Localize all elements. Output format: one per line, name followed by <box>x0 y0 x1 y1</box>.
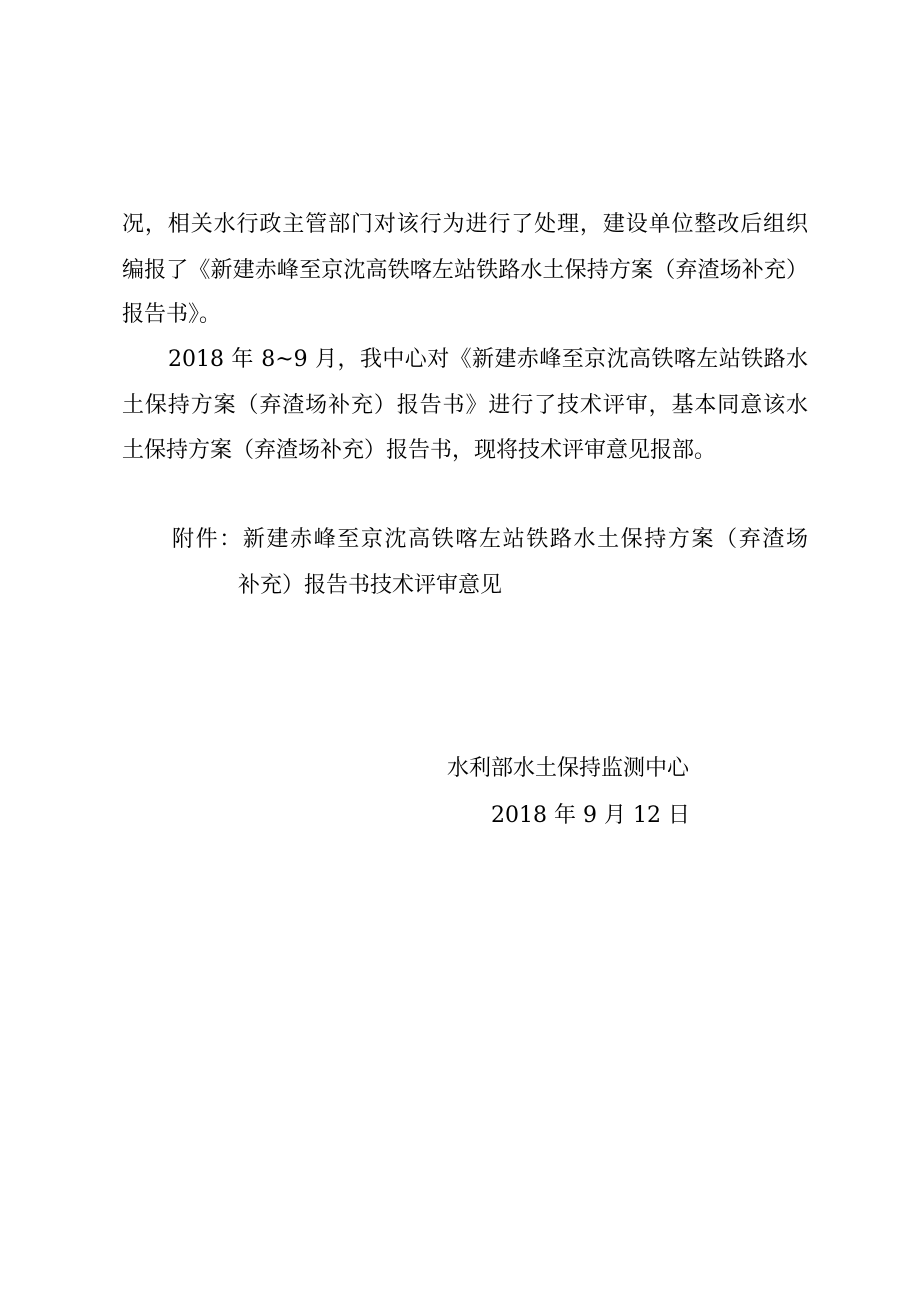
signature-date: 2018 年 9 月 12 日 <box>491 803 690 828</box>
paragraph-2-line-3: 土保持方案（弃渣场补充）报告书，现将技术评审意见报部。 <box>122 438 717 463</box>
attachment-line-2: 补充）报告书技术评审意见 <box>238 573 503 598</box>
signature-organization: 水利部水土保持监测中心 <box>447 756 690 781</box>
paragraph-1-line-1: 况，相关水行政主管部门对该行为进行了处理，建设单位整改后组织 <box>122 212 808 237</box>
paragraph-2-line-2: 土保持方案（弃渣场补充）报告书》进行了技术评审，基本同意该水 <box>122 393 808 418</box>
paragraph-2-line-1: 2018 年 8~9 月，我中心对《新建赤峰至京沈高铁喀左站铁路水 <box>168 347 808 372</box>
attachment-line-1: 附件：新建赤峰至京沈高铁喀左站铁路水土保持方案（弃渣场 <box>172 527 808 552</box>
paragraph-1-line-2: 编报了《新建赤峰至京沈高铁喀左站铁路水土保持方案（弃渣场补充） <box>122 258 808 283</box>
paragraph-1-line-3: 报告书》。 <box>122 302 222 327</box>
